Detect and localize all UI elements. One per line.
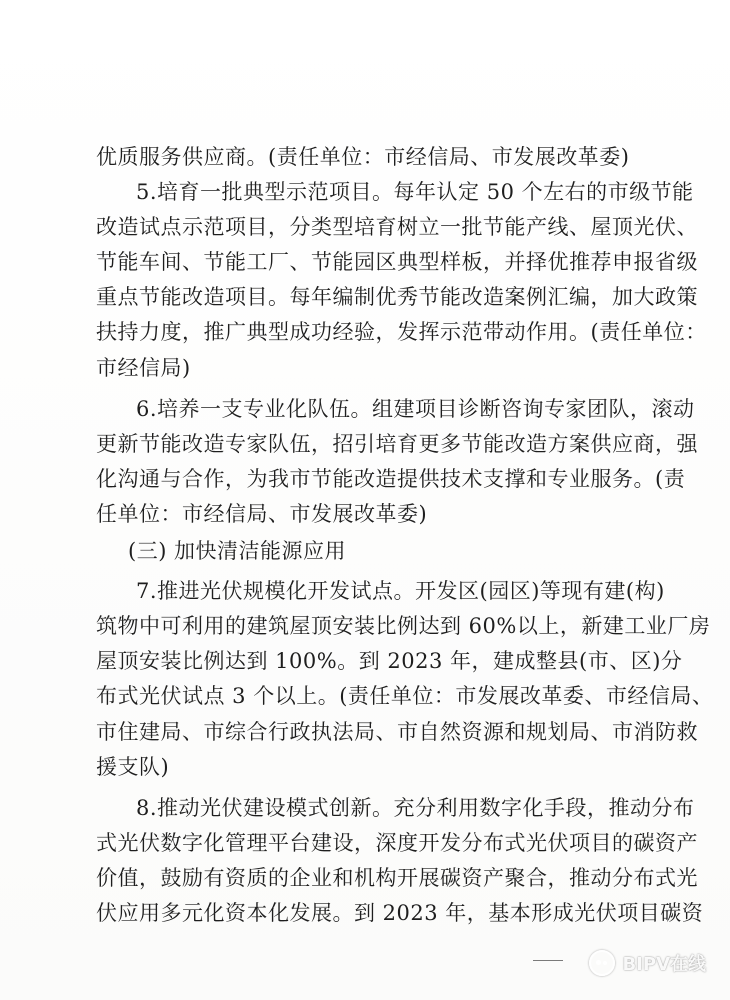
text-line-16: 布式光伏试点 3 个以上。(责任单位：市发展改革委、市经信局、 <box>96 684 714 708</box>
watermark <box>589 950 706 976</box>
text-line-20: 式光伏数字化管理平台建设，深度开发分布式光伏项目的碳资产 <box>96 831 698 855</box>
watermark-text: BIPV在线 <box>622 954 706 975</box>
text-line-11: 任单位：市经信局、市发展改革委) <box>96 502 428 526</box>
section-heading: (三) 加快清洁能源应用 <box>128 539 347 563</box>
text-line-7: 市经信局) <box>96 356 191 380</box>
text-line-14: 筑物中可利用的建筑屋顶安装比例达到 60%以上，新建工业厂房 <box>96 614 711 638</box>
text-line-21: 价值，鼓励有资质的企业和机构开展碳资产聚合，推动分布式光 <box>96 866 698 890</box>
text-line-1: 优质服务供应商。(责任单位：市经信局、市发展改革委) <box>96 145 630 169</box>
text-line-9: 更新节能改造专家队伍，招引培育更多节能改造方案供应商，强 <box>96 432 698 456</box>
page-dash <box>533 960 563 961</box>
text-line-5: 重点节能改造项目。每年编制优秀节能改造案例汇编，加大政策 <box>96 285 698 309</box>
text-line-4: 节能车间、节能工厂、节能园区典型样板，并择优推荐申报省级 <box>96 250 698 274</box>
text-line-8: 6.培养一支专业化队伍。组建项目诊断咨询专家团队，滚动 <box>136 397 695 421</box>
text-line-13: 7.推进光伏规模化开发试点。开发区(园区)等现有建(构) <box>136 579 665 603</box>
text-line-3: 改造试点示范项目，分类型培育树立一批节能产线、屋顶光伏、 <box>96 215 698 239</box>
text-line-15: 屋顶安装比例达到 100%。到 2023 年，建成整县(市、区)分 <box>96 649 683 673</box>
text-line-22: 伏应用多元化资本化发展。到 2023 年，基本形成光伏项目碳资 <box>96 901 704 925</box>
text-line-17: 市住建局、市综合行政执法局、市自然资源和规划局、市消防救 <box>96 720 698 744</box>
wechat-icon <box>589 950 615 976</box>
text-line-18: 援支队) <box>96 755 170 779</box>
text-line-2: 5.培育一批典型示范项目。每年认定 50 个左右的市级节能 <box>136 180 694 204</box>
text-line-10: 化沟通与合作，为我市节能改造提供技术支撑和专业服务。(责 <box>96 467 686 491</box>
text-line-19: 8.推动光伏建设模式创新。充分利用数字化手段，推动分布 <box>136 796 695 820</box>
text-line-6: 扶持力度，推广典型成功经验，发挥示范带动作用。(责任单位： <box>96 320 707 344</box>
